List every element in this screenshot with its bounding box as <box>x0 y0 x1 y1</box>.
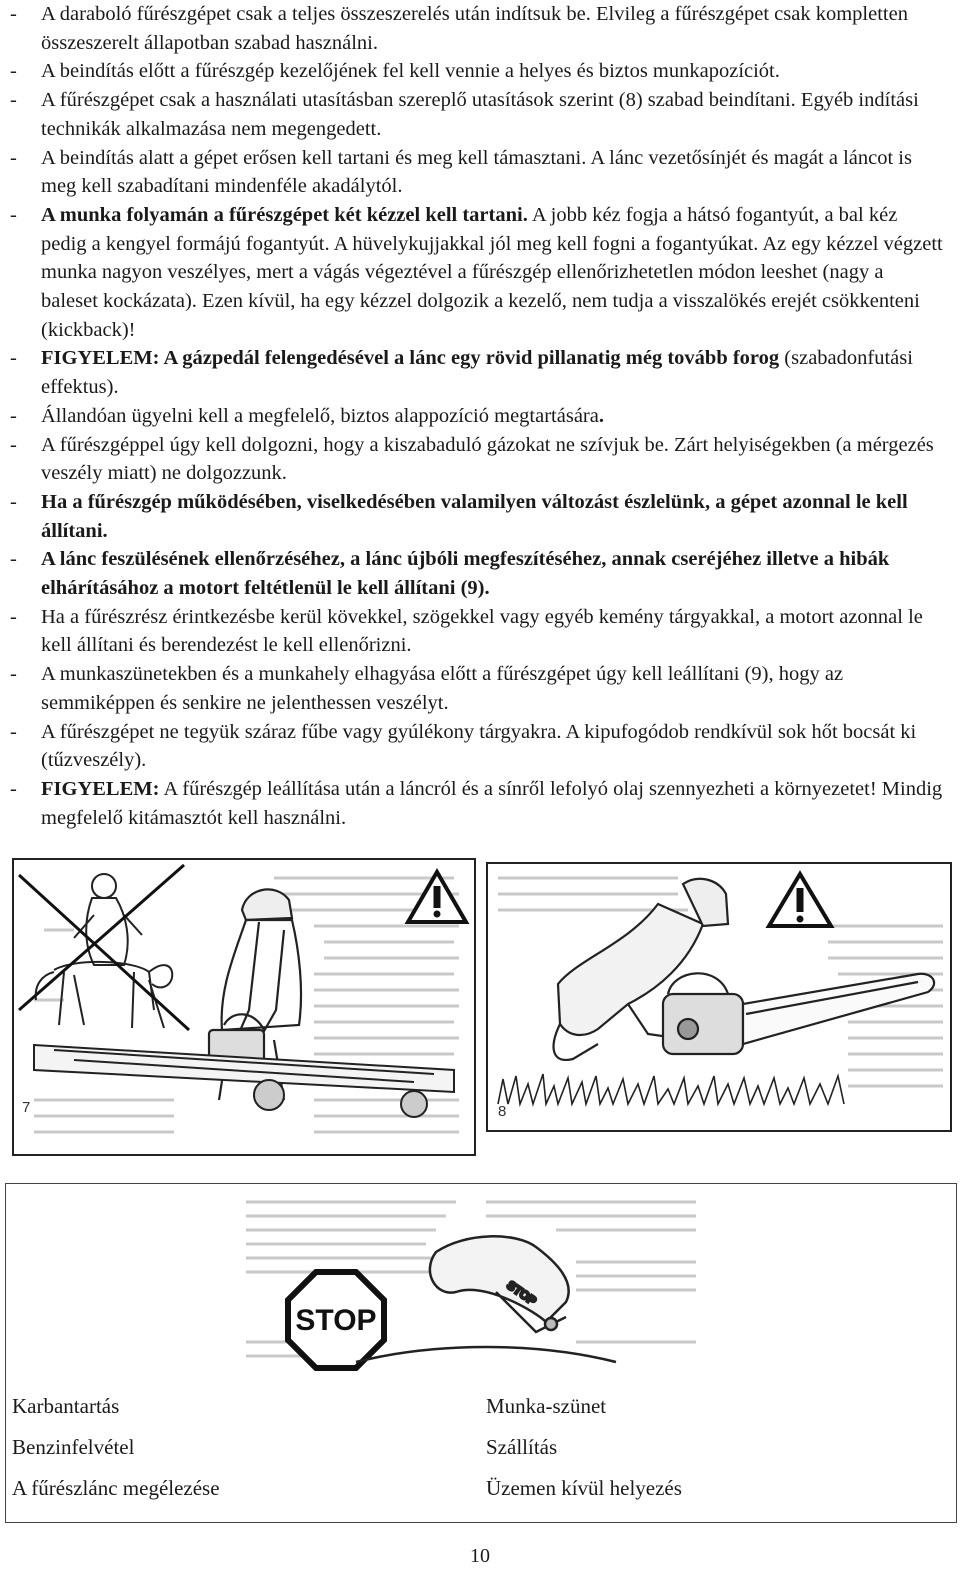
label-maintenance: Karbantartás <box>12 1394 120 1418</box>
rule-text: A munkaszünetekben és a munkahely elhagyása előtt a fűrészgépet úgy kell leállítani (9), hogy az semmiképpen és senkire ne jelenthessen veszélyt. <box>41 663 844 714</box>
safety-rule-item <box>10 57 945 86</box>
safety-rule-item <box>10 660 945 717</box>
rule-text: A daraboló fűrészgépet csak a teljes összeszerelés után indítsuk be. Elvileg a fűrészgépet csak kompletten összeszerelt állapotban szabad használni. <box>41 3 908 54</box>
safety-rule-item <box>10 0 945 57</box>
safety-rule-item <box>10 144 945 201</box>
rule-text-bold: . <box>598 404 604 427</box>
bullet-dash: - <box>10 663 17 686</box>
warning-triangle-icon <box>769 874 831 926</box>
bullet-dash: - <box>10 60 17 83</box>
bullet-dash: - <box>10 548 17 571</box>
safety-rule-item <box>10 603 945 660</box>
chainsaw-sketch <box>663 973 934 1054</box>
rule-text: A fűrészgéppel úgy kell dolgozni, hogy a kiszabaduló gázokat ne szívjuk be. Zárt helyiségekben (a mérgezés veszély miatt) ne dolgozzunk. <box>41 433 934 485</box>
rule-text: A fűrészgép leállítása után a láncról és a sínről lefolyó olaj szennyezheti a környezetet! Mindig megfelelő kitámasztót kell használni. <box>41 777 943 829</box>
rule-text: Ha a fűrészrész érintkezésbe kerül kövekkel, szögekkel vagy egyéb kemény tárgyakkal, a motort azonnal le kell állítani és berendezést le kell ellenőrizni. <box>41 605 923 657</box>
bullet-dash: - <box>10 605 17 628</box>
label-transport: Szállítás <box>486 1435 558 1459</box>
maintenance-stop-box <box>5 1183 957 1523</box>
figure-8-panel <box>486 862 952 1132</box>
stop-sign-icon <box>288 1272 384 1368</box>
safety-rule-item <box>10 718 945 775</box>
safety-rule-item <box>10 86 945 143</box>
bullet-dash: - <box>10 203 17 226</box>
safety-rule-item <box>10 775 945 832</box>
switch-stop-label: STOP <box>504 1277 539 1309</box>
rule-text: Állandóan ügyelni kell a megfelelő, biztos alappozíció megtartására <box>41 404 599 427</box>
bullet-dash: - <box>10 347 17 370</box>
bullet-dash: - <box>10 404 17 427</box>
rule-text-bold: FIGYELEM: A gázpedál felengedésével a lánc egy rövid pillanatig még tovább forog <box>41 347 780 370</box>
bullet-dash: - <box>10 777 17 800</box>
rule-text: A beindítás alatt a gépet erősen kell tartani és meg kell támasztani. A lánc vezetősínjét és magát a láncot is meg kell szabadítani mindenféle akadálytól. <box>41 146 912 198</box>
stop-figure <box>236 1192 706 1382</box>
figure-8-number: 8 <box>498 1103 507 1120</box>
bullet-dash: - <box>10 490 17 513</box>
rule-text: A beindítás előtt a fűrészgép kezelőjének fel kell vennie a helyes és biztos munkapozíciót. <box>41 60 780 83</box>
safety-rule-item <box>10 344 945 401</box>
rule-text: A fűrészgépet csak a használati utasításban szereplő utasítások szerint (8) szabad beindítani. Egyéb indítási technikák alkalmazása nem megengedett. <box>41 89 919 140</box>
rule-text: A jobb kéz fogja a hátsó fogantyút, a bal kéz pedig a kengyel formájú fogantyút. A hüvelykujjakkal jól meg kell fogni a fogantyúkat. Az egy kézzel végzett munka nagyon veszélyes, mert a vágás végeztével a fűrészgép ellenőrizhetetlen módon leeshet (nagy a baleset kockázata). Ezen kívül, ha egy kézzel dolgozik a kezelő, nem tudja a visszalökés erejét csökkenteni (kickback)! <box>41 203 943 341</box>
bullet-dash: - <box>10 146 17 169</box>
figure-8-illustration <box>488 864 950 1130</box>
rule-text-bold: A munka folyamán a fűrészgépet két kézzel kell tartani. <box>41 203 528 226</box>
rule-text-bold: FIGYELEM: <box>41 777 160 800</box>
page-number: 10 <box>470 1545 490 1567</box>
stop-sign-text: STOP <box>295 1304 377 1337</box>
safety-rule-item <box>10 402 945 431</box>
figure-7-illustration <box>14 860 474 1154</box>
grass-sketch <box>498 1074 844 1104</box>
safety-rule-item <box>10 431 945 488</box>
figure-7-panel <box>12 858 476 1156</box>
bullet-dash: - <box>10 433 17 456</box>
rule-text-bold: Ha a fűrészgép működésében, viselkedésében valamilyen változást észlelünk, a gépet azonnal le kell állítani. <box>41 490 908 542</box>
bullet-dash: - <box>10 720 17 743</box>
bullet-dash: - <box>10 89 17 112</box>
label-work-break: Munka-szünet <box>486 1394 607 1418</box>
rule-text-bold: A lánc feszülésének ellenőrzéséhez, a lánc újbóli megfeszítéséhez, annak cseréjéhez illetve a hibák elhárításához a motort feltétlenül le kell állítani (9). <box>41 548 890 600</box>
label-chain-sharpening: A fűrészlánc megélezése <box>12 1476 220 1500</box>
rule-text: (szabadonfutási effektus). <box>41 347 913 399</box>
label-refuelling: Benzinfelvétel <box>12 1435 135 1459</box>
rule-text: A fűrészgépet ne tegyük száraz fűbe vagy gyúlékony tárgyakra. A kipufogódob rendkívül sok hőt bocsát ki (tűzveszély). <box>41 720 917 772</box>
safety-rule-item <box>10 488 945 545</box>
safety-rule-item <box>10 545 945 602</box>
label-decommission: Üzemen kívül helyezés <box>486 1476 682 1500</box>
safety-rule-item <box>10 201 945 345</box>
bullet-dash: - <box>10 3 17 25</box>
safety-rules-list <box>10 0 945 832</box>
prohibition-x-icon <box>19 865 189 1030</box>
figure-7-number: 7 <box>22 1099 31 1116</box>
